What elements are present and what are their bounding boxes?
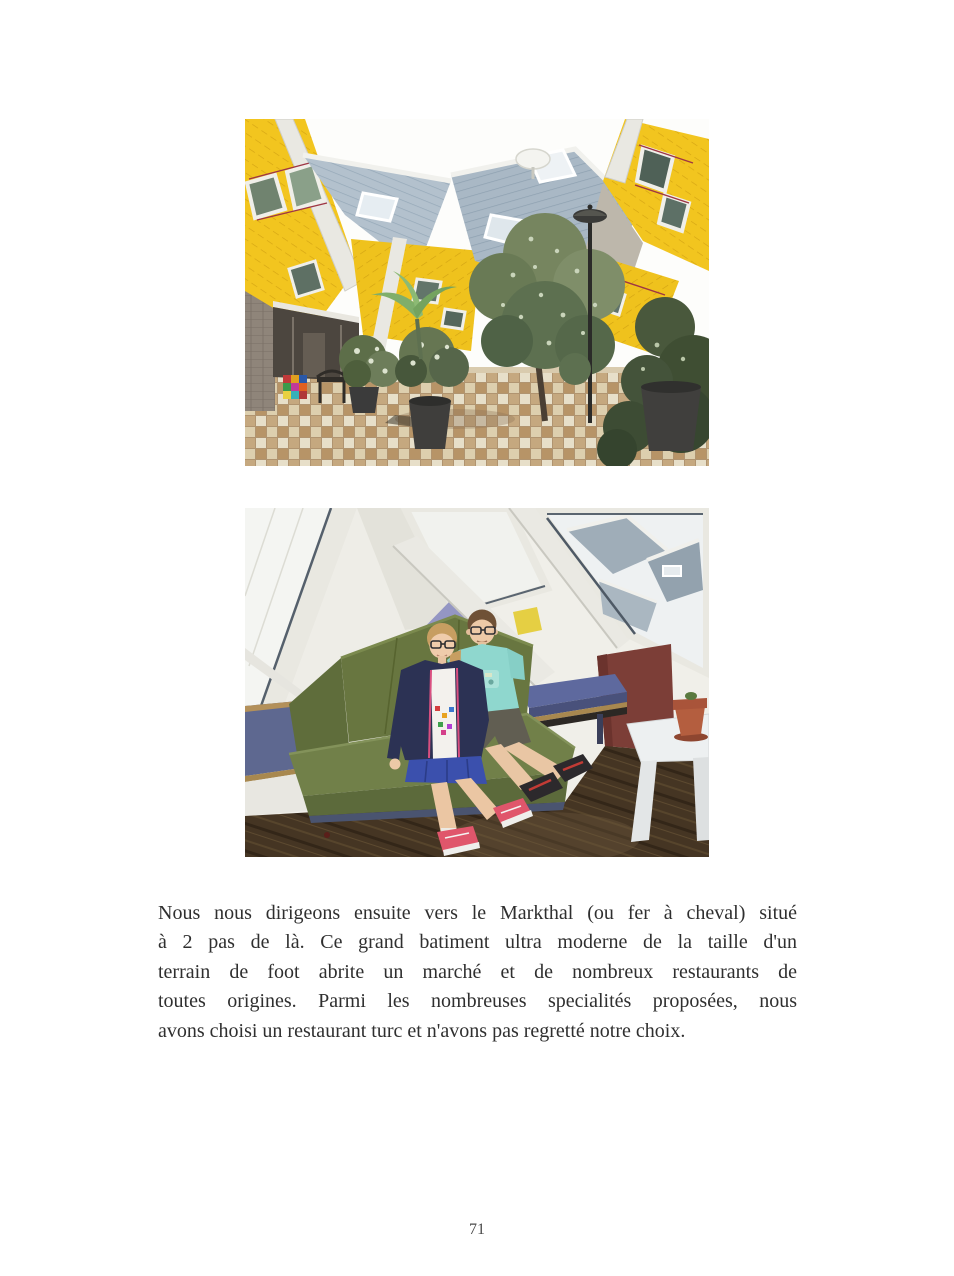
paragraph-line-1: Nous nous dirigeons ensuite vers le Markthal (ou fer à cheval) situé: [158, 902, 797, 924]
paragraph-line-3: terrain de foot abrite un marché et de nombreux restaurants de: [158, 960, 797, 983]
patchwork-art-bench: [283, 375, 307, 399]
foliage-over-lamp: [559, 353, 591, 385]
girl-skirt: [405, 756, 487, 784]
boy-face: [470, 620, 495, 645]
paragraph-line-5: avons choisi un restaurant turc et n'avons pas regretté notre choix.: [158, 1019, 686, 1042]
page-number: 71: [469, 1221, 485, 1238]
paragraph-line-4: toutes origines. Parmi les nombreuses specialités proposées, nous: [158, 990, 797, 1013]
paragraph-line-2: à 2 pas de là. Ce grand batiment ultra moderne de la taille d'un: [158, 931, 797, 954]
girl-hand: [390, 759, 401, 770]
brick-wall: [245, 291, 275, 411]
body-paragraph: [158, 899, 797, 1046]
photo-cube-houses-courtyard: [245, 119, 709, 466]
girl-face: [430, 634, 455, 659]
yellow-note: [513, 607, 542, 635]
photo-cube-house-interior: [245, 508, 709, 857]
